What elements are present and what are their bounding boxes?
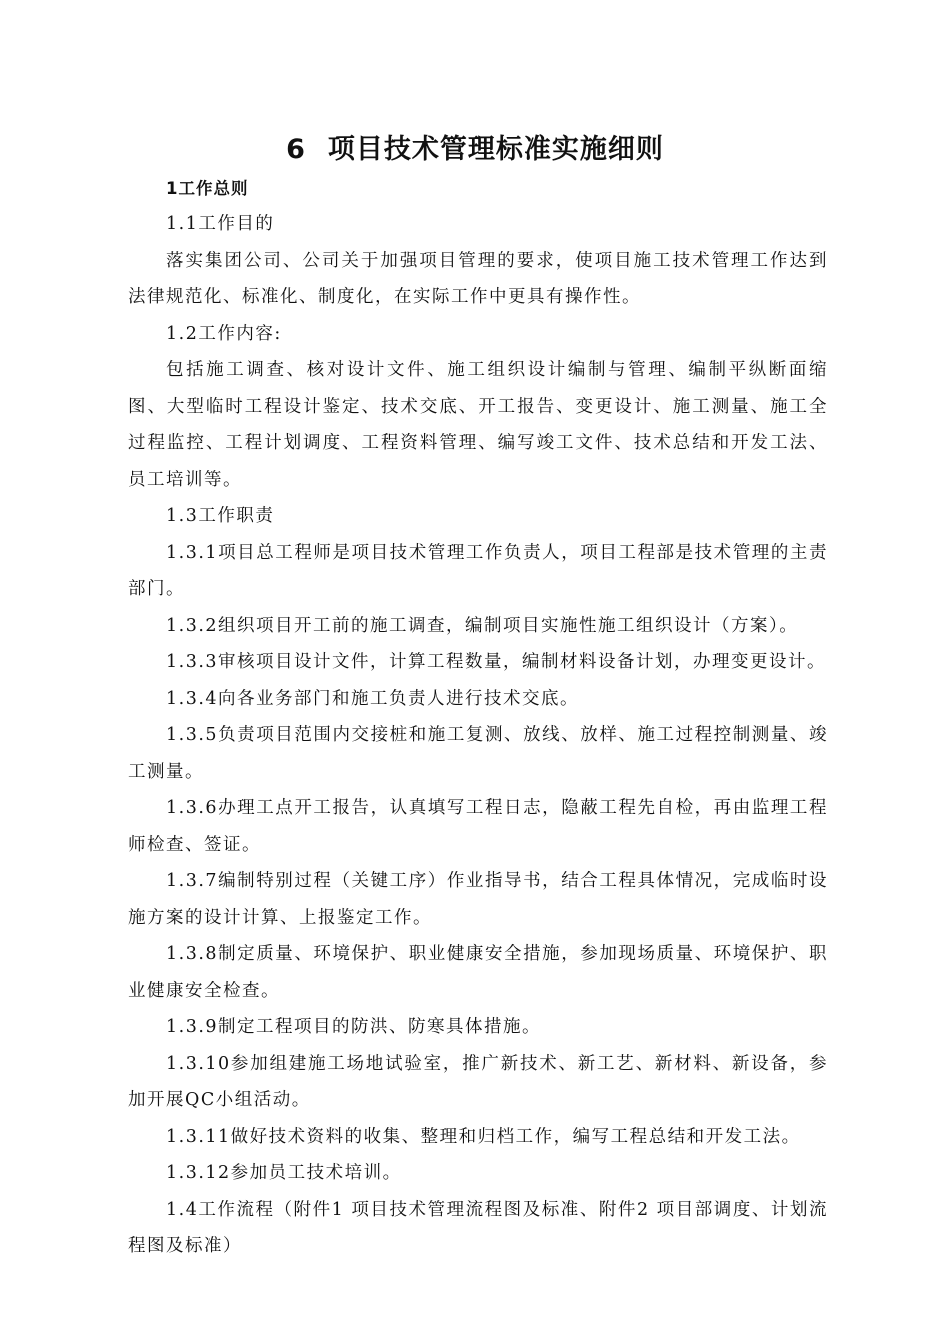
duty-item: 1.3.2组织项目开工前的施工调查，编制项目实施性施工组织设计（方案）。	[166, 615, 799, 636]
section-heading: 1工作总则	[166, 179, 249, 198]
duty-item: 1.3.10参加组建施工场地试验室，推广新技术、新工艺、新材料、新设备，参加开展QC小组活动。	[128, 1053, 828, 1110]
subsection-heading-content: 1.2工作内容:	[166, 323, 282, 344]
subsection-heading-workflow: 1.4工作流程（附件1 项目技术管理流程图及标准、附件2 项目部调度、计划流程图及标准）	[128, 1199, 828, 1256]
duty-item: 1.3.7编制特别过程（关键工序）作业指导书，结合工程具体情况，完成临时设施方案的设计计算、上报鉴定工作。	[128, 871, 828, 928]
duty-item: 1.3.1项目总工程师是项目技术管理工作负责人，项目工程部是技术管理的主责部门。	[128, 542, 828, 599]
duty-item: 1.3.11做好技术资料的收集、整理和归档工作，编写工程总结和开发工法。	[166, 1126, 801, 1147]
document-title	[0, 132, 950, 168]
document-body	[128, 172, 828, 1265]
duty-item: 1.3.3审核项目设计文件，计算工程数量，编制材料设备计划，办理变更设计。	[166, 652, 827, 672]
subsection-heading-purpose: 1.1工作目的	[166, 214, 275, 234]
duty-item: 1.3.8制定质量、环境保护、职业健康安全措施，参加现场质量、环境保护、职业健康安全检查。	[128, 944, 828, 1001]
paragraph-purpose: 落实集团公司、公司关于加强项目管理的要求，使项目施工技术管理工作达到法律规范化、标准化、制度化，在实际工作中更具有操作性。	[128, 250, 828, 307]
duty-item: 1.3.9制定工程项目的防洪、防寒具体措施。	[166, 1017, 542, 1037]
duty-item: 1.3.12参加员工技术培训。	[166, 1163, 402, 1183]
duty-item: 1.3.6办理工点开工报告，认真填写工程日志，隐蔽工程先自检，再由监理工程师检查、签证。	[128, 798, 828, 855]
duty-item: 1.3.5负责项目范围内交接桩和施工复测、放线、放样、施工过程控制测量、竣工测量。	[128, 725, 828, 782]
title-number: 6	[286, 134, 306, 165]
subsection-heading-duties: 1.3工作职责	[166, 506, 275, 526]
duty-item: 1.3.4向各业务部门和施工负责人进行技术交底。	[166, 688, 580, 709]
title-text: 项目技术管理标准实施细则	[327, 134, 664, 165]
paragraph-content: 包括施工调查、核对设计文件、施工组织设计编制与管理、编制平纵断面缩图、大型临时工程设计鉴定、技术交底、开工报告、变更设计、施工测量、施工全过程监控、工程计划调度、工程资料管理、编写竣工文件、技术总结和开发工法、员工培训等。	[128, 360, 828, 490]
